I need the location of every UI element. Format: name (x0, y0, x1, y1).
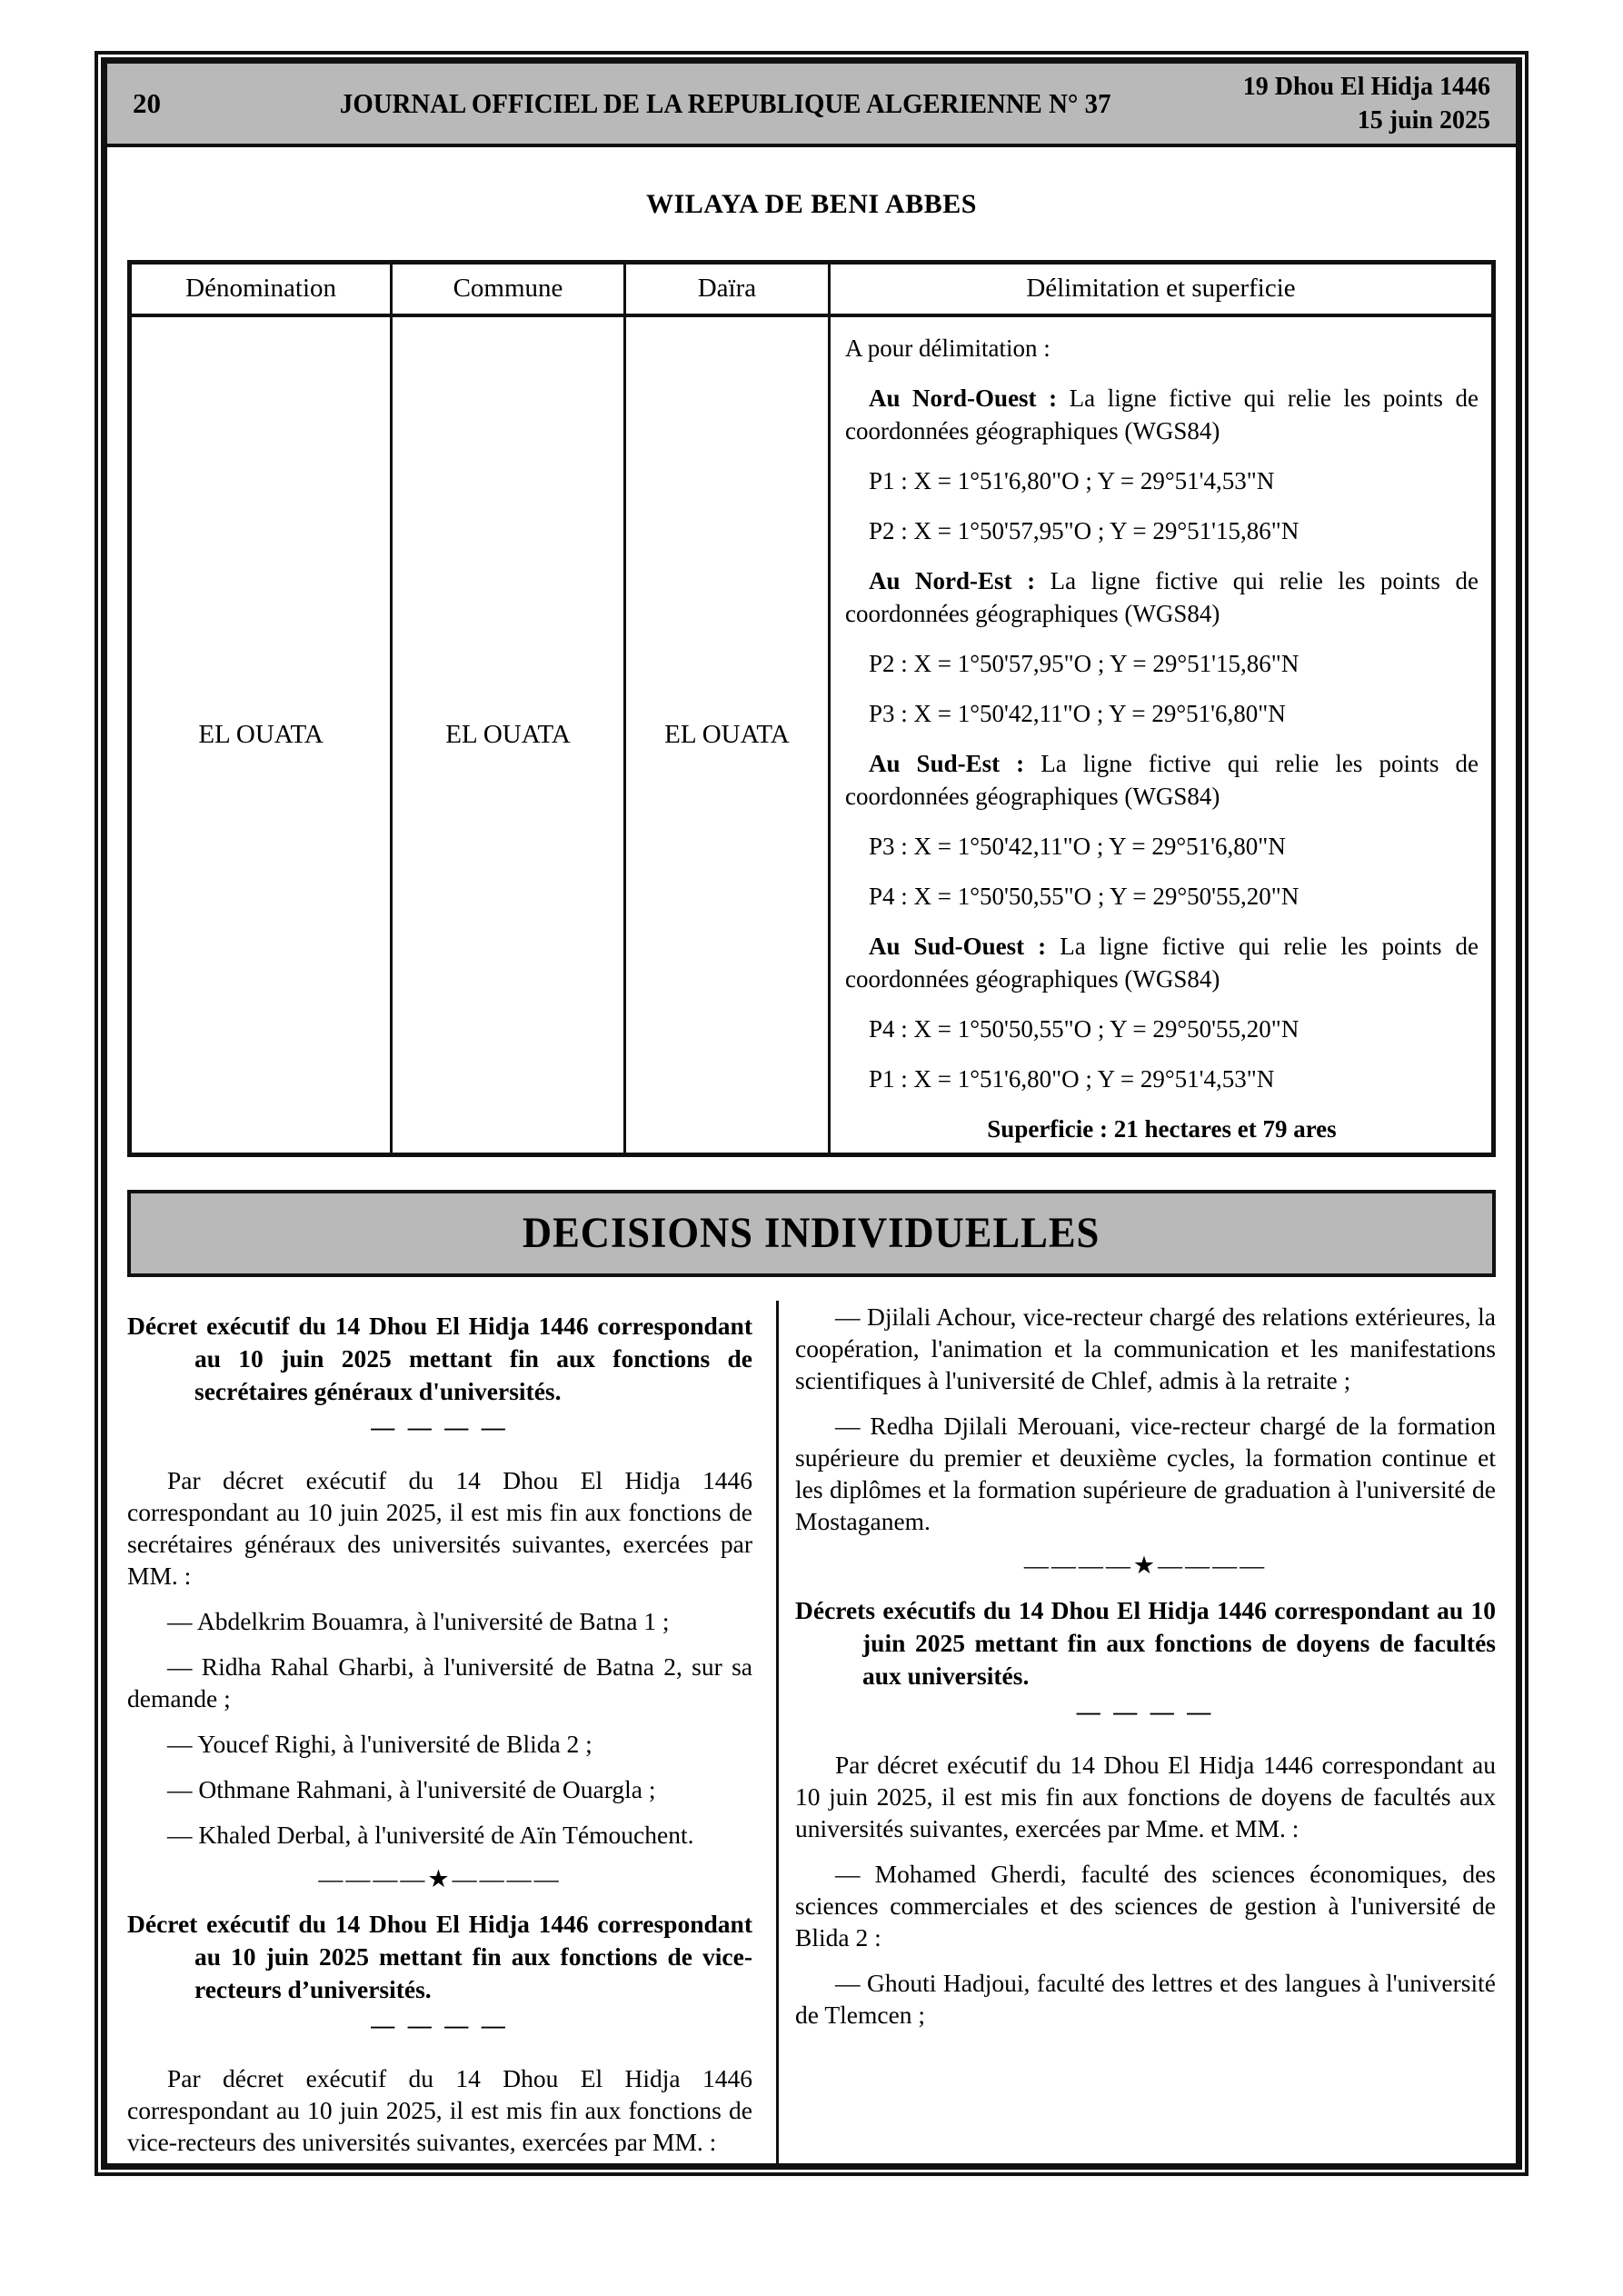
direction-lead: Au Nord-Est : (868, 566, 1036, 594)
delimitation-direction-se (845, 747, 1479, 813)
page-frame-inner (101, 57, 1522, 2170)
direction-lead: Au Sud-Est : (868, 749, 1025, 777)
date-hijri: 19 Dhou El Hidja 1446 (1242, 73, 1490, 101)
direction-lead: Au Sud-Ouest : (868, 932, 1047, 960)
decree-heading: Décrets exécutifs du 14 Dhou El Hidja 1446 correspondant au 10 juin 2025 mettant fin aux fonctions de doyens de facultés aux universités. (795, 1595, 1496, 1690)
journal-header (107, 64, 1516, 147)
decrees-section (127, 1301, 1496, 2164)
delimitation-point: P3 : X = 1°50'42,11"O ; Y = 29°51'6,80"N (868, 699, 1286, 727)
table-header-row (130, 263, 1494, 315)
star-separator: ————★———— (1023, 1551, 1268, 1579)
direction-text: La ligne fictive qui relie les points de coordonnées géographiques (WGS84) (844, 566, 1479, 627)
delimitation-point: P4 : X = 1°50'50,55"O ; Y = 29°50'55,20"N (868, 1014, 1299, 1043)
delimitation-superficie: Superficie : 21 hectares et 79 ares (987, 1114, 1337, 1143)
dash-separator: — — — — (371, 1413, 509, 1441)
decree-heading: Décret exécutif du 14 Dhou El Hidja 1446 correspondant au 10 juin 2025 mettant fin aux fonctions de secrétaires généraux d'universités. (127, 1311, 752, 1405)
list-item: — Khaled Derbal, à l'université de Aïn Témouchent. (167, 1820, 694, 1849)
delimitation-point: P4 : X = 1°50'50,55"O ; Y = 29°50'55,20"N (868, 882, 1299, 910)
section-banner (127, 1190, 1496, 1277)
col-header-delimitation: Délimitation et superficie (829, 263, 1493, 315)
list-item: — Ridha Rahal Gharbi, à l'université de Batna 2, sur sa demande ; (127, 1652, 752, 1712)
list-item: — Mohamed Gherdi, faculté des sciences économiques, des sciences commerciales et des sciences de gestion à l'université de Blida 2 : (795, 1859, 1496, 1952)
left-column (127, 1301, 776, 2164)
list-item: — Redha Djilali Merouani, vice-recteur chargé de la formation supérieure du premier et deuxième cycles, la formation continue et les diplômes et la formation supérieure de graduation à l'université de Mostaganem. (795, 1411, 1496, 1535)
list-item: — Ghouti Hadjoui, faculté des lettres et des langues à l'université de Tlemcen ; (795, 1968, 1496, 2029)
col-header-commune: Commune (392, 263, 625, 315)
delimitation-point: P3 : X = 1°50'42,11"O ; Y = 29°51'6,80"N (868, 832, 1286, 860)
cell-commune: EL OUATA (392, 315, 625, 1155)
page-frame (95, 51, 1528, 2176)
wilaya-table (127, 260, 1496, 1157)
decree-intro: Par décret exécutif du 14 Dhou El Hidja 1446 correspondant au 10 juin 2025, il est mis fin aux fonctions de vice-recteurs des universités suivantes, exercées par MM. : (127, 2063, 752, 2156)
cell-denomination: EL OUATA (130, 315, 392, 1155)
journal-dates (1181, 70, 1490, 137)
cell-daira: EL OUATA (624, 315, 829, 1155)
direction-lead: Au Nord-Ouest : (868, 384, 1058, 412)
cell-delimitation (829, 315, 1493, 1155)
page-content (107, 147, 1516, 2163)
direction-text: La ligne fictive qui relie les points de coordonnées géographiques (WGS84) (844, 749, 1479, 810)
col-header-denomination: Dénomination (130, 263, 392, 315)
list-item: — Abdelkrim Bouamra, à l'université de Batna 1 ; (167, 1606, 670, 1635)
col-header-daira: Daïra (624, 263, 829, 315)
section-banner-title: DECISIONS INDIVIDUELLES (523, 1209, 1100, 1257)
journal-title-text: JOURNAL OFFICIEL DE LA REPUBLIQUE ALGERIENNE N° 37 (339, 87, 1111, 119)
delimitation-point: P1 : X = 1°51'6,80"O ; Y = 29°51'4,53"N (868, 1064, 1275, 1093)
list-item: — Youcef Righi, à l'université de Blida 2 ; (167, 1729, 592, 1758)
direction-text: La ligne fictive qui relie les points de coordonnées géographiques (WGS84) (844, 384, 1479, 444)
delimitation-direction-ne (845, 564, 1479, 630)
decree-intro: Par décret exécutif du 14 Dhou El Hidja 1446 correspondant au 10 juin 2025, il est mis fin aux fonctions de secrétaires généraux des universités suivantes, exercées par MM. : (127, 1465, 752, 1590)
dash-separator: — — — — (371, 2011, 509, 2039)
list-item: — Othmane Rahmani, à l'université de Ouargla ; (167, 1774, 656, 1803)
delimitation-point: P2 : X = 1°50'57,95"O ; Y = 29°51'15,86"N (868, 649, 1299, 677)
dash-separator: — — — — (1076, 1698, 1215, 1725)
journal-title (269, 87, 1181, 120)
page-number: 20 (133, 87, 161, 119)
star-separator: ————★———— (318, 1864, 562, 1892)
wilaya-table-title: WILAYA DE BENI ABBES (646, 189, 977, 219)
table-row (130, 315, 1494, 1155)
date-gregorian: 15 juin 2025 (1357, 106, 1490, 135)
delimitation-direction-nw (845, 382, 1479, 447)
right-column (779, 1301, 1496, 2164)
delimitation-intro: A pour délimitation : (844, 334, 1050, 362)
decree-heading: Décret exécutif du 14 Dhou El Hidja 1446 correspondant au 10 juin 2025 mettant fin aux fonctions de vice-recteurs d’universités. (127, 1909, 752, 2003)
direction-text: La ligne fictive qui relie les points de coordonnées géographiques (WGS84) (844, 932, 1479, 993)
delimitation-direction-sw (845, 930, 1479, 995)
decree-intro: Par décret exécutif du 14 Dhou El Hidja 1446 correspondant au 10 juin 2025, il est mis fin aux fonctions de doyens de facultés aux universités suivantes, exercées par Mme. et MM. : (795, 1750, 1496, 1842)
list-item: — Djilali Achour, vice-recteur chargé des relations extérieures, la coopération, l'animation et la communication et les manifestations scientifiques à l'université de Chlef, admis à la retraite ; (795, 1302, 1496, 1394)
delimitation-point: P1 : X = 1°51'6,80"O ; Y = 29°51'4,53"N (868, 466, 1275, 494)
delimitation-point: P2 : X = 1°50'57,95"O ; Y = 29°51'15,86"N (868, 516, 1299, 544)
